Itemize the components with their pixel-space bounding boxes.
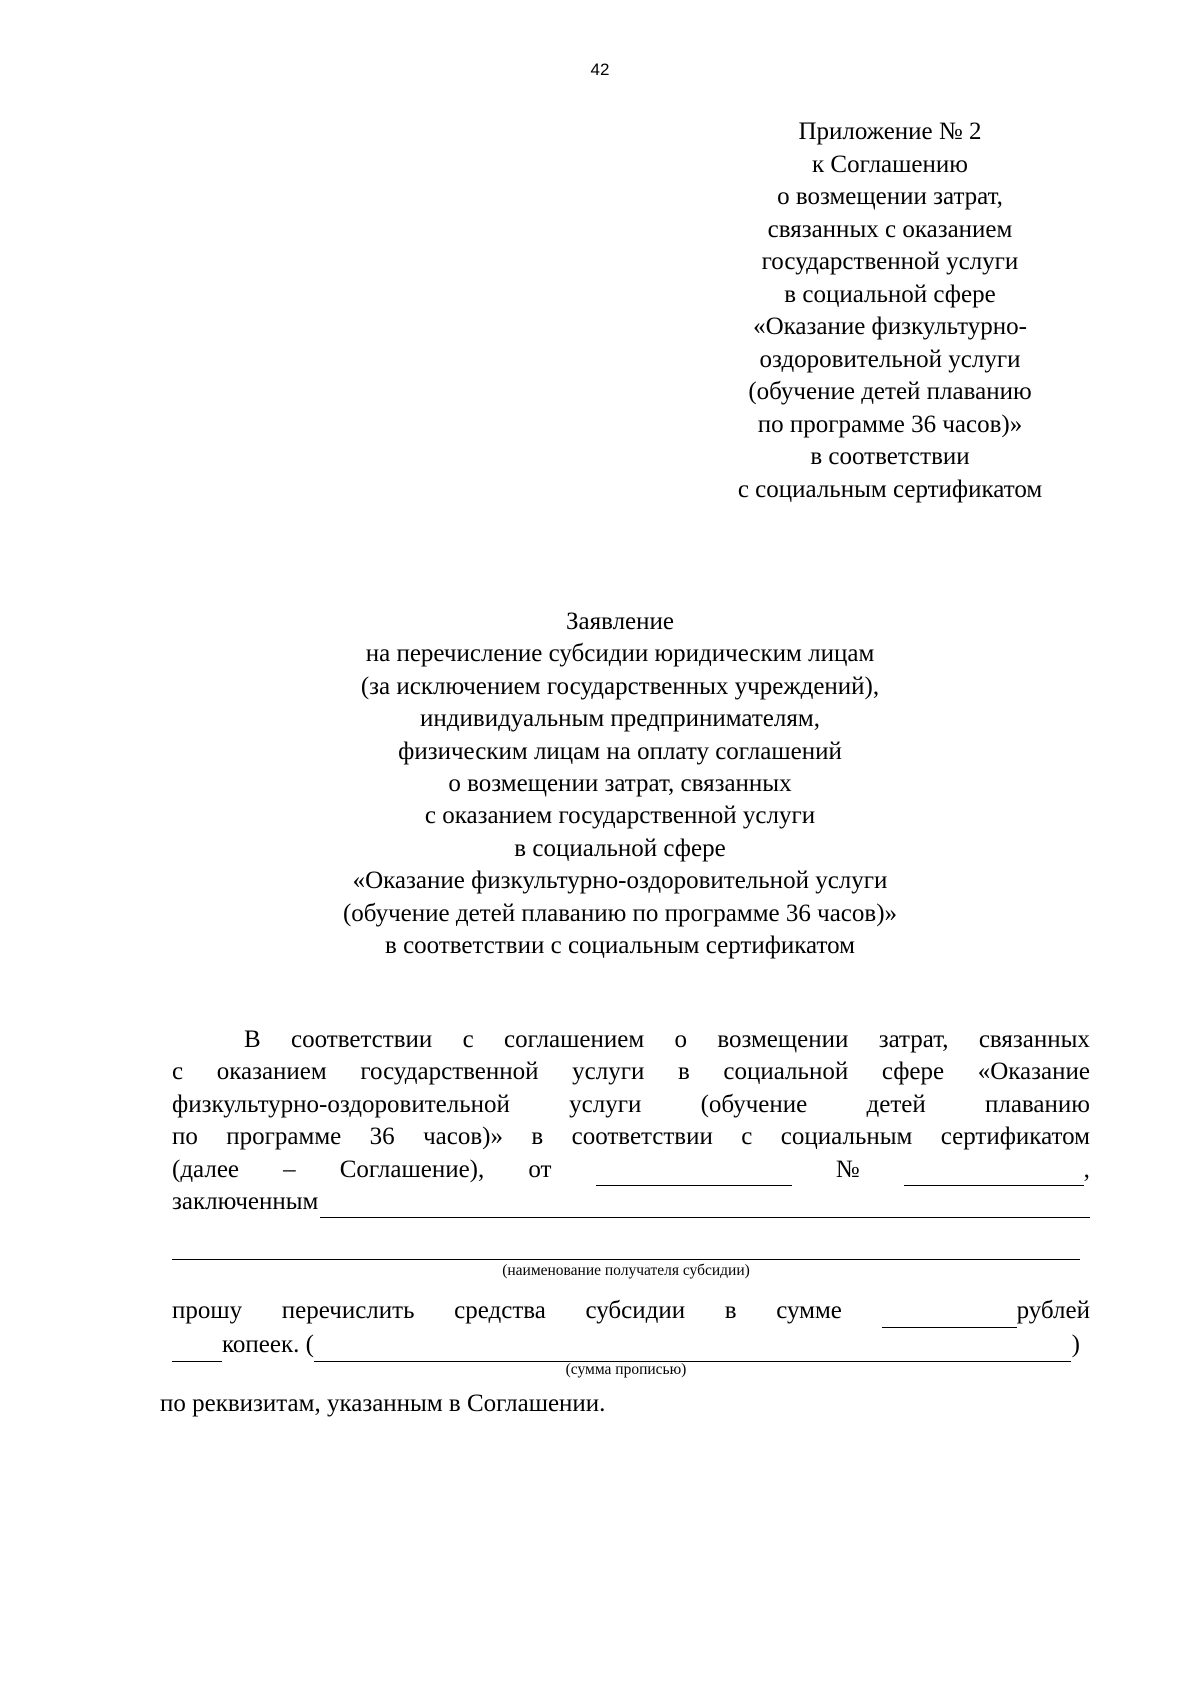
appendix-line: в соответствии — [810, 443, 970, 470]
word: программе — [226, 1123, 342, 1151]
word: в — [724, 1297, 737, 1324]
word: – — [283, 1155, 296, 1183]
word: прошу — [172, 1297, 243, 1324]
appendix-line: о возмещении затрат, — [777, 183, 1003, 210]
title-line: в соответствии с социальным сертификатом — [385, 932, 855, 960]
recipient-name-field-line2[interactable] — [172, 1259, 1080, 1260]
closing-line: по реквизитам, указанным в Соглашении. — [160, 1390, 606, 1417]
word: услуги — [572, 1058, 645, 1086]
title-line: физическим лицам на оплату соглашений — [398, 737, 842, 765]
word: 36 — [369, 1123, 395, 1151]
appendix-line: в социальной сфере — [784, 280, 996, 308]
body-line — [172, 1056, 1090, 1088]
word: услуги — [569, 1090, 642, 1118]
appendix-line: (обучение детей плаванию — [748, 378, 1032, 405]
appendix-header — [690, 116, 1090, 506]
word: связанных — [978, 1026, 1090, 1053]
sum-in-words-caption: (сумма прописью) — [565, 1361, 687, 1378]
concluded-with-row — [172, 1186, 1090, 1218]
title-line: (обучение детей плаванию по программе 36 часов)» — [342, 899, 898, 927]
word: физкультурно-оздоровительной — [172, 1090, 510, 1118]
word: Соглашение), — [339, 1155, 485, 1183]
word: с — [462, 1026, 474, 1053]
word: социальной — [723, 1058, 849, 1086]
appendix-line: государственной услуги — [761, 248, 1019, 275]
word: соглашением — [504, 1026, 645, 1053]
document-title — [200, 606, 1040, 962]
agreement-date-field[interactable] — [596, 1163, 792, 1186]
concluded-label: заключенным — [172, 1188, 319, 1216]
word: плаванию — [984, 1090, 1090, 1118]
word: с — [172, 1058, 184, 1086]
word: оказанием — [216, 1058, 327, 1086]
word: по — [172, 1123, 198, 1151]
number-sign: № — [835, 1155, 860, 1183]
word: в — [677, 1058, 690, 1086]
sum-rubles-group — [882, 1294, 1090, 1328]
word: перечислить — [281, 1297, 415, 1324]
word: возмещении — [717, 1026, 849, 1053]
body-line — [172, 1089, 1090, 1121]
sum-rubles-field[interactable] — [882, 1305, 1017, 1328]
kopecks-row — [172, 1328, 1080, 1362]
word: В — [244, 1026, 261, 1053]
title-line: Заявление — [565, 608, 675, 635]
word: сфере — [881, 1058, 945, 1086]
comma: , — [1083, 1155, 1090, 1183]
word: в — [531, 1123, 544, 1151]
appendix-line: к Соглашению — [812, 150, 968, 178]
body-line-agreement-ref — [172, 1154, 1090, 1186]
word: социальным — [780, 1123, 913, 1151]
appendix-line: «Оказание физкультурно- — [753, 313, 1027, 340]
word: о — [674, 1026, 687, 1053]
appendix-line: по программе 36 часов)» — [757, 410, 1023, 438]
title-line: «Оказание физкультурно-оздоровительной услуги — [352, 867, 888, 895]
word: средства — [454, 1297, 546, 1324]
word: «Оказание — [977, 1058, 1090, 1086]
page-number: 42 — [590, 60, 610, 79]
word: соответствии — [571, 1123, 713, 1151]
word: государственной — [360, 1058, 539, 1086]
agreement-number-field[interactable] — [904, 1163, 1084, 1186]
body-line — [172, 1024, 1090, 1056]
word: от — [528, 1155, 552, 1183]
rubles-label: рублей — [1016, 1297, 1090, 1324]
word: затрат, — [878, 1026, 949, 1053]
kopecks-label: копеек. ( — [222, 1331, 314, 1358]
title-line: (за исключением государственных учреждений), — [360, 672, 880, 700]
body-line — [172, 1121, 1090, 1153]
request-paragraph — [172, 1294, 1090, 1362]
close-paren: ) — [1071, 1331, 1080, 1358]
word: сертификатом — [940, 1123, 1090, 1151]
title-line: индивидуальным предпринимателям, — [420, 705, 820, 733]
title-line: в социальной сфере — [514, 834, 726, 862]
word: (обучение — [700, 1090, 808, 1118]
word: детей — [866, 1090, 926, 1118]
word: соответствии — [291, 1026, 433, 1053]
word: (далее — [172, 1155, 240, 1183]
word: часов)» — [423, 1123, 503, 1151]
title-line: с оказанием государственной услуги — [424, 802, 816, 830]
word: с — [741, 1123, 753, 1151]
sum-kopecks-field[interactable] — [172, 1339, 222, 1362]
appendix-line: Приложение № 2 — [798, 118, 982, 145]
appendix-line: связанных с оказанием — [767, 215, 1013, 243]
title-line: на перечисление субсидии юридическим лицам — [365, 640, 875, 668]
agreement-number-group — [904, 1154, 1090, 1186]
recipient-caption: (наименование получателя субсидии) — [502, 1262, 750, 1279]
body-paragraph — [172, 1024, 1090, 1218]
sum-in-words-field[interactable] — [314, 1339, 1071, 1362]
title-line: о возмещении затрат, связанных — [448, 770, 792, 798]
word: субсидии — [585, 1297, 686, 1324]
word: сумме — [776, 1297, 842, 1324]
request-line — [172, 1294, 1090, 1328]
appendix-line: оздоровительной услуги — [759, 345, 1021, 373]
appendix-line: с социальным сертификатом — [737, 475, 1043, 503]
recipient-name-field[interactable] — [320, 1195, 1090, 1218]
